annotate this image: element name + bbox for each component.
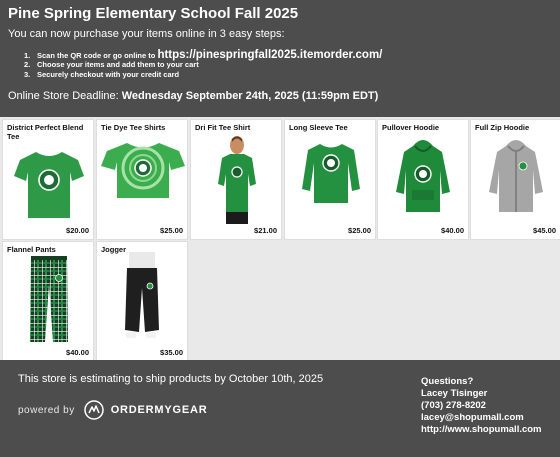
zip-hoodie-image — [487, 136, 545, 214]
step-item: 3. Securely checkout with your credit card — [24, 70, 180, 79]
product-card-pullover-hoodie[interactable] — [377, 119, 469, 240]
contact-phone[interactable]: (703) 278-8202 — [421, 400, 486, 411]
product-card-flannel-pants[interactable] — [2, 241, 94, 362]
deadline-date: Wednesday September 24th, 2025 (11:59pm EDT) — [121, 90, 379, 102]
shipping-estimate: This store is estimating to ship products by October 10th, 2025 — [18, 373, 324, 385]
product-name: Tie Dye Tee Shirts — [101, 123, 166, 132]
contact-name: Lacey Tisinger — [421, 388, 488, 399]
store-footer — [0, 360, 560, 457]
product-price: $40.00 — [66, 348, 89, 357]
store-url-link[interactable]: https://pinespringfall2025.itemorder.com/ — [157, 49, 383, 61]
step-item: 1. Scan the QR code or go online to https://pinespringfall2025.itemorder.com/ — [24, 49, 383, 61]
product-name: Flannel Pants — [7, 245, 56, 254]
ordermygear-logo-icon — [81, 400, 107, 420]
product-card-jogger[interactable] — [96, 241, 188, 362]
product-price: $25.00 — [160, 226, 183, 235]
deadline-text: Online Store Deadline: Wednesday September 24th, 2025 (11:59pm EDT) — [8, 90, 379, 102]
intro-text: You can now purchase your items online in 3 easy steps: — [8, 28, 285, 40]
product-price: $21.00 — [254, 226, 277, 235]
product-card-tie-dye-tee[interactable] — [96, 119, 188, 240]
store-header — [0, 0, 560, 117]
contact-heading: Questions? — [421, 376, 474, 387]
page-title: Pine Spring Elementary School Fall 2025 — [8, 5, 299, 22]
long-sleeve-image — [302, 141, 360, 205]
product-name: Full Zip Hoodie — [475, 123, 530, 132]
tshirt-image — [14, 148, 84, 220]
product-price: $40.00 — [441, 226, 464, 235]
product-card-long-sleeve-tee[interactable] — [284, 119, 376, 240]
hoodie-image — [394, 136, 452, 214]
ordermygear-brand: ORDERMYGEAR — [110, 404, 208, 416]
product-name: Pullover Hoodie — [382, 123, 440, 132]
product-card-dri-fit-tee[interactable] — [190, 119, 282, 240]
product-name: District Perfect Blend Tee — [7, 123, 84, 141]
product-grid — [0, 117, 560, 360]
contact-email-link[interactable]: lacey@shopumall.com — [421, 412, 524, 423]
powered-by-text: powered by — [18, 404, 75, 416]
product-card-full-zip-hoodie[interactable] — [470, 119, 560, 240]
contact-block — [421, 376, 542, 436]
steps-list — [24, 50, 382, 80]
product-name: Long Sleeve Tee — [289, 123, 348, 132]
step-item: 2. Choose your items and add them to your cart — [24, 60, 199, 69]
model-dri-fit-image — [212, 134, 262, 226]
product-price: $45.00 — [533, 226, 556, 235]
product-price: $25.00 — [348, 226, 371, 235]
flannel-pants-image — [29, 254, 69, 344]
powered-by-logo[interactable] — [18, 400, 208, 420]
tie-dye-tshirt-image — [101, 140, 185, 200]
contact-website-link[interactable]: http://www.shopumall.com — [421, 424, 542, 435]
product-price: $20.00 — [66, 226, 89, 235]
jogger-image — [121, 252, 163, 344]
product-name: Dri Fit Tee Shirt — [195, 123, 251, 132]
product-name: Jogger — [101, 245, 127, 254]
product-card-perfect-blend-tee[interactable] — [2, 119, 94, 240]
product-price: $35.00 — [160, 348, 183, 357]
